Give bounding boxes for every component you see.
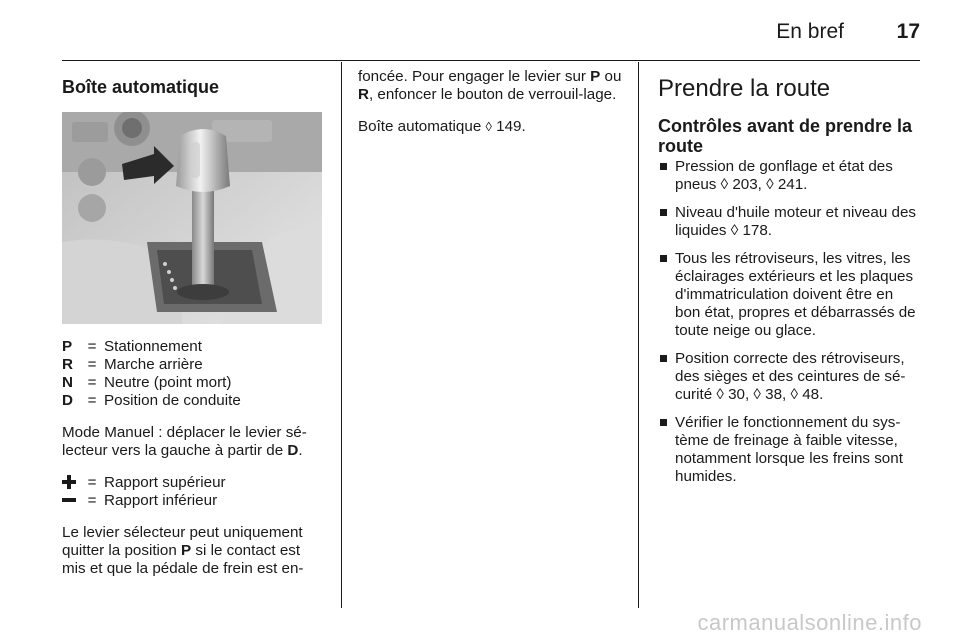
- header-title: En bref: [776, 20, 844, 43]
- gear-positions-table: [62, 338, 241, 410]
- def-value: Stationnement: [104, 338, 202, 355]
- def-value: Rapport inférieur: [104, 492, 218, 509]
- table-row: [62, 492, 226, 510]
- def-key: N: [62, 374, 73, 391]
- cont-text-b: ou: [600, 68, 622, 85]
- manual-mode-key: D: [287, 442, 299, 459]
- list-item: Tous les rétroviseurs, les vitres, les éclairages extérieurs et les plaques d'immatriculation doivent être en bon état, propres et débarrassés de toute neige ou glace.: [658, 250, 922, 340]
- list-item: Niveau d'huile moteur et niveau des liquides ◊ 178.: [658, 204, 922, 240]
- def-key: R: [62, 356, 73, 373]
- cont-text-c: , enfoncer le bouton de verrouil-lage.: [368, 86, 617, 103]
- plus-icon: [62, 475, 76, 489]
- lever-text-key: P: [181, 542, 192, 559]
- sub-heading: Contrôles avant de prendre la route: [658, 116, 913, 156]
- ref-label: Boîte automatique: [358, 118, 486, 135]
- def-equals: =: [87, 356, 97, 373]
- lever-paragraph: [62, 524, 326, 578]
- cont-key-2: R: [358, 86, 369, 103]
- table-row: [62, 374, 241, 392]
- list-item: Pression de gonflage et état des pneus ◊ 203, ◊ 241.: [658, 158, 922, 194]
- gear-shifter-photo: [62, 112, 322, 324]
- lever-text-b: si le contact est mis et que la pédale de frein est en-: [62, 542, 304, 577]
- watermark: carmanualsonline.info: [697, 610, 922, 635]
- manual-mode-paragraph: [62, 424, 326, 460]
- header-rule: [62, 60, 920, 61]
- def-key: D: [62, 392, 73, 409]
- checklist: [658, 158, 922, 486]
- table-row: [62, 338, 241, 356]
- column-3: [658, 68, 922, 496]
- section-title: Boîte automatique: [62, 77, 220, 97]
- list-item: Vérifier le fonctionnement du sys-tème de freinage à faible vitesse, notamment lorsque les freins sont humides.: [658, 414, 922, 486]
- column-rule-2: [638, 62, 639, 608]
- lever-text-a: Le levier sélecteur peut uniquement quitter la position: [62, 524, 303, 559]
- shift-table: [62, 474, 226, 510]
- table-row: [62, 356, 241, 374]
- def-value: Marche arrière: [104, 356, 203, 373]
- main-heading: Prendre la route: [658, 75, 831, 102]
- def-equals: =: [87, 474, 97, 491]
- def-equals: =: [87, 492, 97, 509]
- def-value: Position de conduite: [104, 392, 241, 409]
- cont-key-1: P: [590, 68, 601, 85]
- cross-reference[interactable]: [358, 118, 624, 136]
- def-value: Rapport supérieur: [104, 474, 226, 491]
- table-row: [62, 392, 241, 410]
- column-rule-1: [341, 62, 342, 608]
- page-number: 17: [896, 20, 920, 43]
- minus-icon: [62, 493, 76, 507]
- continuation-paragraph: [358, 68, 624, 104]
- cont-text-a: foncée. Pour engager le levier sur: [358, 68, 591, 85]
- def-equals: =: [87, 374, 97, 391]
- def-equals: =: [87, 392, 97, 409]
- list-item: Position correcte des rétroviseurs, des sièges et des ceintures de sé-curité ◊ 30, ◊ 38, ◊ 48.: [658, 350, 922, 404]
- table-row: [62, 474, 226, 492]
- def-equals: =: [87, 338, 97, 355]
- manual-mode-text: Mode Manuel : déplacer le levier sé-lecteur vers la gauche à partir de: [62, 424, 307, 459]
- column-1: [62, 68, 326, 592]
- manual-mode-end: .: [298, 442, 303, 459]
- reference-arrow-icon: ◊: [485, 119, 492, 134]
- def-value: Neutre (point mort): [104, 374, 232, 391]
- column-2: [358, 68, 624, 150]
- ref-page: 149.: [491, 118, 526, 135]
- def-key: P: [62, 338, 73, 355]
